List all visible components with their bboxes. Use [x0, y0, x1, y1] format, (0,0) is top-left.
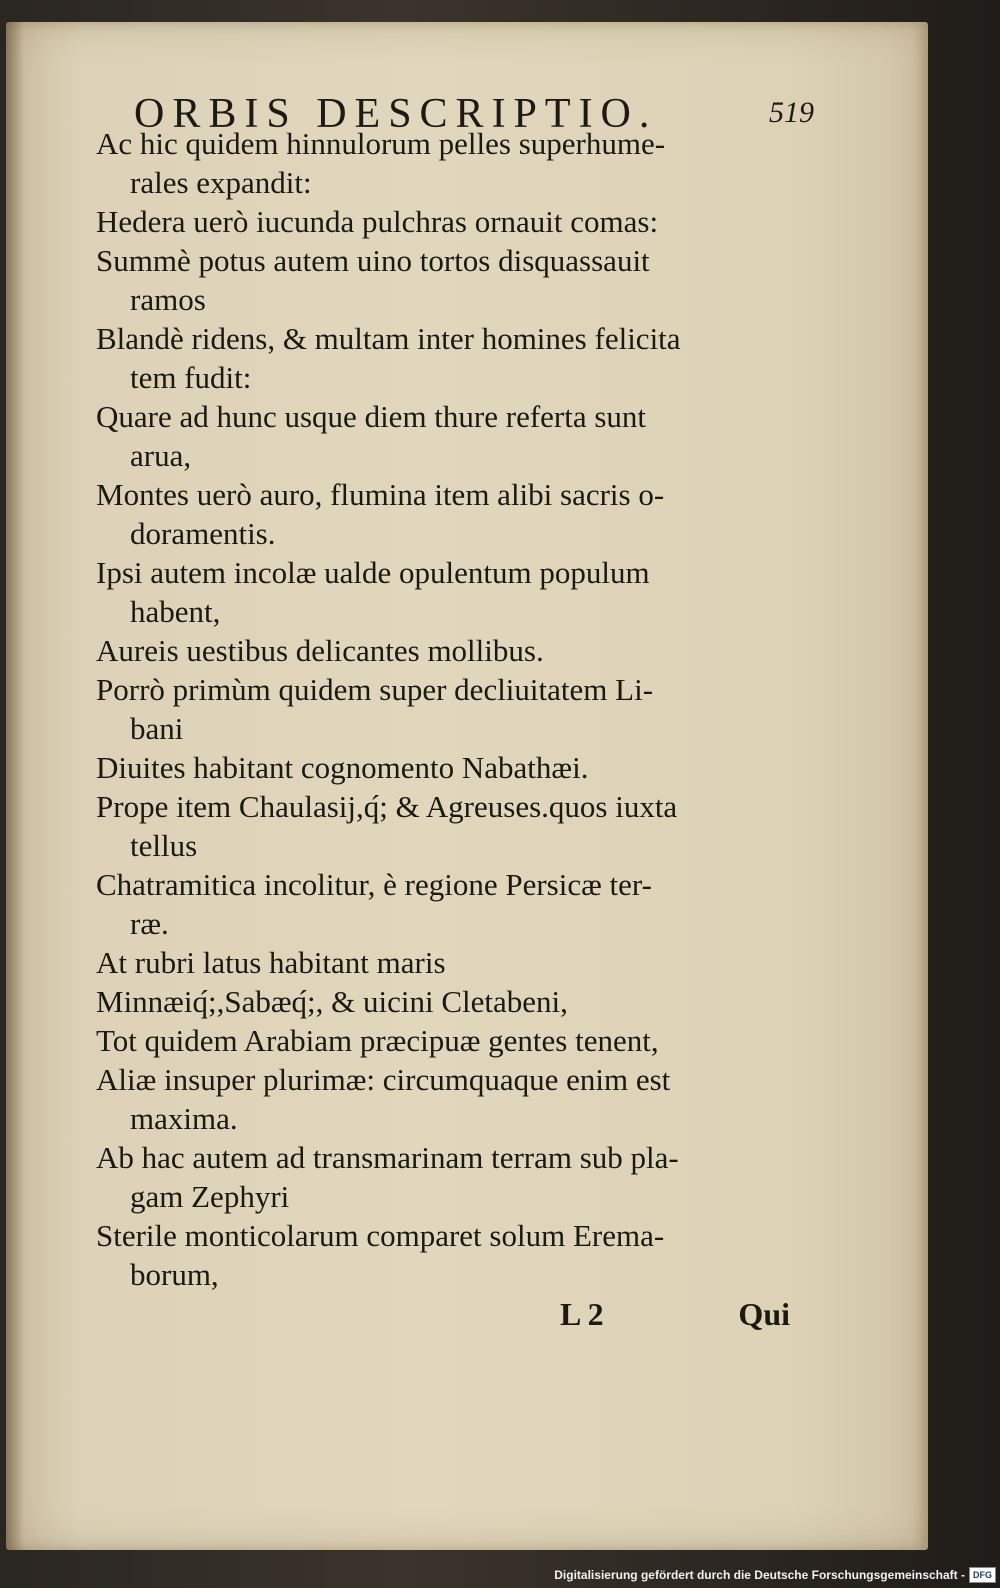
verse [96, 982, 796, 1021]
verse-line: Sterile monticolarum comparet solum Erema- [96, 1218, 665, 1253]
verse [96, 787, 796, 865]
verse [96, 202, 796, 241]
verse-line: At rubri latus habitant maris [96, 945, 446, 980]
running-title: ORBIS DESCRIPTIO. [134, 91, 658, 137]
verse [96, 1021, 796, 1060]
text-block [96, 124, 796, 1294]
verse [96, 670, 796, 748]
verse-continuation-line: habent, [130, 594, 221, 629]
verse-continuation-line: ræ. [130, 906, 169, 941]
verse [96, 1216, 796, 1294]
verse-line: Aureis uestibus delicantes mollibus. [96, 633, 544, 668]
verse-line: Porrò primùm quidem super decliuitatem Li- [96, 672, 654, 707]
verse [96, 1138, 796, 1216]
dfg-logo: DFG [969, 1567, 996, 1583]
verse [96, 943, 796, 982]
verse [96, 1060, 796, 1138]
verse-line: Chatramitica incolitur, è regione Persicæ ter- [96, 867, 652, 902]
catchword: Qui [738, 1296, 790, 1332]
verse-line: Minnæiq́;,Sabæq́;, & uicini Cletabeni, [96, 984, 568, 1019]
verse [96, 319, 796, 397]
verse-line: Summè potus autem uino tortos disquassauit [96, 243, 650, 278]
verse-line: Ipsi autem incolæ ualde opulentum populum [96, 555, 650, 590]
verse-continuation-line: doramentis. [130, 516, 276, 551]
verse-line: Hedera uerò iucunda pulchras ornauit comas: [96, 204, 659, 239]
verse-continuation-line: arua, [130, 438, 192, 473]
verse [96, 748, 796, 787]
verse-line: Ab hac autem ad transmarinam terram sub pla- [96, 1140, 679, 1175]
verse [96, 631, 796, 670]
verse [96, 553, 796, 631]
verse [96, 865, 796, 943]
verse-continuation-line: gam Zephyri [130, 1179, 290, 1214]
verse-continuation-line: rales expandit: [130, 165, 312, 200]
verse [96, 241, 796, 319]
verse-continuation-line: borum, [130, 1257, 219, 1292]
verse-line: Tot quidem Arabiam præcipuæ gentes tenent, [96, 1023, 659, 1058]
verse [96, 475, 796, 553]
digitization-credit [554, 1564, 996, 1586]
credit-text: Digitalisierung gefördert durch die Deutsche Forschungsgemeinschaft - [554, 1568, 965, 1582]
verse-line: Aliæ insuper plurimæ: circumquaque enim est [96, 1062, 671, 1097]
verse-line: Prope item Chaulasij,q́; & Agreuses.quos iuxta [96, 789, 678, 824]
verse-continuation-line: tem fudit: [130, 360, 252, 395]
verse [96, 397, 796, 475]
verse-line: Quare ad hunc usque diem thure referta sunt [96, 399, 647, 434]
verse-continuation-line: tellus [130, 828, 198, 863]
verse [96, 124, 796, 202]
verse-line: Blandè ridens, & multam inter homines felicita [96, 321, 681, 356]
page-foot [560, 1296, 790, 1340]
verse-continuation-line: bani [130, 711, 184, 746]
signature-mark: L 2 [560, 1296, 604, 1332]
verse-continuation-line: maxima. [130, 1101, 238, 1136]
verse-continuation-line: ramos [130, 282, 206, 317]
verse-line: Ac hic quidem hinnulorum pelles superhume- [96, 126, 666, 161]
page-number: 519 [769, 96, 814, 129]
verse-line: Diuites habitant cognomento Nabathæi. [96, 750, 589, 785]
verse-line: Montes uerò auro, flumina item alibi sacris o- [96, 477, 665, 512]
